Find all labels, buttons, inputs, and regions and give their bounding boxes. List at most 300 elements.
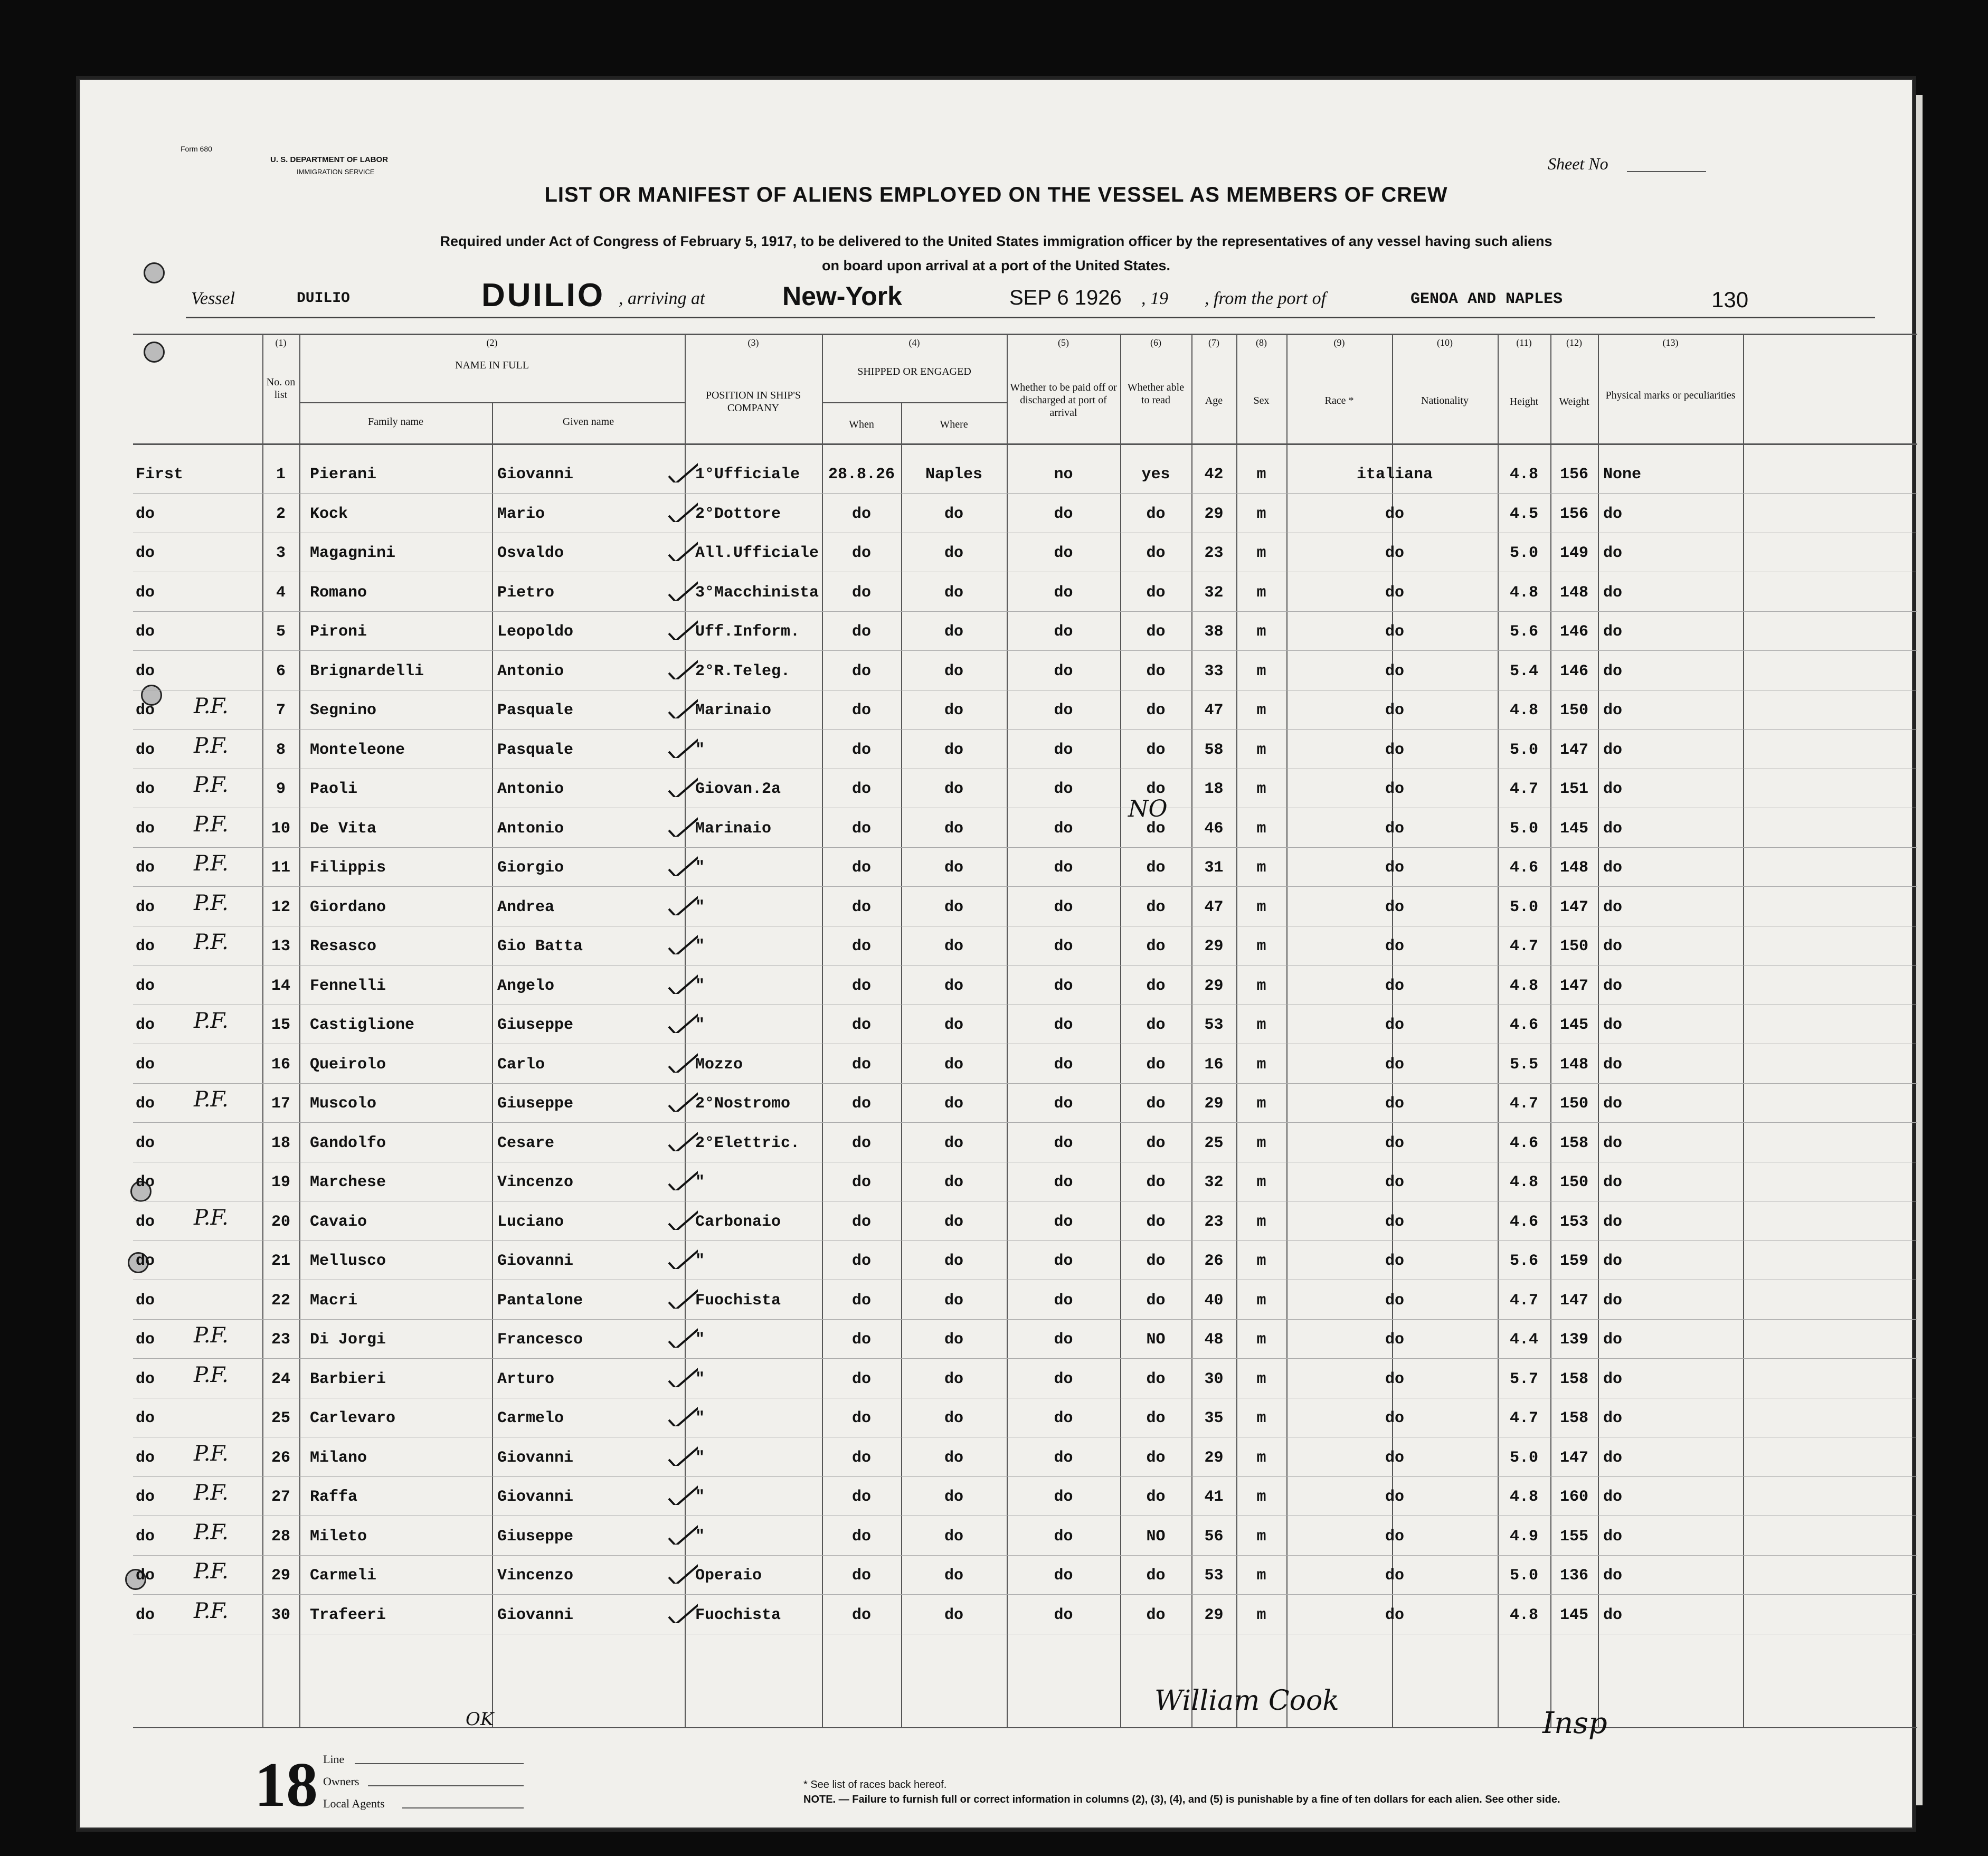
class-cell: do <box>136 1488 155 1506</box>
shipped-when-cell: do <box>851 1173 871 1191</box>
sex-cell: m <box>1256 544 1266 562</box>
row-number-cell: 6 <box>276 662 286 680</box>
physical-marks-cell: do <box>1603 819 1623 838</box>
position-cell: All.Ufficiale <box>695 544 819 562</box>
vessel-name: DUILIO <box>481 277 605 314</box>
check-mark-icon <box>666 1563 698 1584</box>
physical-marks-cell: do <box>1603 702 1623 719</box>
paid-off-cell: do <box>1054 741 1073 759</box>
shipped-where-cell: do <box>944 505 963 523</box>
row-rule <box>133 1555 1917 1556</box>
class-cell: do <box>136 1567 155 1585</box>
age-cell: 31 <box>1204 859 1224 877</box>
age-cell: 56 <box>1204 1527 1224 1546</box>
row-number-cell: 21 <box>271 1252 290 1270</box>
given-name-cell: Andrea <box>497 898 555 916</box>
sex-cell: m <box>1256 1055 1266 1074</box>
row-number-cell: 26 <box>271 1448 290 1467</box>
family-name-cell: Queirolo <box>310 1055 386 1074</box>
physical-marks-cell: None <box>1603 466 1642 484</box>
position-cell: Giovan.2a <box>695 780 781 798</box>
physical-marks-cell: do <box>1603 505 1623 523</box>
pf-annotation: P.F. <box>194 1598 229 1623</box>
paid-off-cell: do <box>1054 505 1073 523</box>
row-number-cell: 16 <box>271 1055 290 1074</box>
class-cell: do <box>136 1291 155 1310</box>
weight-cell: 159 <box>1559 1252 1588 1270</box>
position-cell: 2°Dottore <box>695 505 781 523</box>
able-to-read-cell: do <box>1146 1370 1166 1388</box>
class-cell: do <box>136 898 155 916</box>
height-cell: 4.8 <box>1509 466 1538 484</box>
sex-cell: m <box>1256 1331 1266 1349</box>
row-number-cell: 1 <box>276 466 286 484</box>
check-mark-icon <box>666 1602 698 1623</box>
height-cell: 5.0 <box>1509 1448 1538 1467</box>
row-rule <box>133 611 1917 612</box>
shipped-where-cell: do <box>944 819 963 838</box>
pf-annotation: P.F. <box>194 1559 229 1584</box>
race-cell: do <box>1385 819 1404 838</box>
family-name-cell: Trafeeri <box>310 1606 386 1624</box>
paid-off-cell: do <box>1054 1095 1073 1113</box>
year-label: , 19 <box>1141 289 1168 308</box>
position-cell: Marinaio <box>695 819 772 838</box>
page-number: 130 <box>1711 287 1749 312</box>
row-number-cell: 30 <box>271 1606 290 1624</box>
weight-cell: 150 <box>1559 938 1588 955</box>
shipped-where-cell: do <box>944 583 963 602</box>
physical-marks-cell: do <box>1603 662 1623 680</box>
position-cell: 2°Elettric. <box>695 1134 800 1152</box>
family-name-cell: Mileto <box>310 1527 367 1546</box>
col11-number: (11) <box>1516 337 1532 348</box>
position-cell: 2°R.Teleg. <box>695 662 791 680</box>
col7-header: Age <box>1205 395 1223 406</box>
shipped-when-cell: do <box>851 741 871 759</box>
able-to-read-cell: do <box>1146 1213 1166 1231</box>
table-header-bottom-rule <box>133 443 1917 445</box>
col13-header: Physical marks or peculiarities <box>1605 390 1736 401</box>
col9-header: Race * <box>1324 395 1354 406</box>
physical-marks-cell: do <box>1603 583 1623 602</box>
position-cell: 1°Ufficiale <box>695 466 800 484</box>
weight-cell: 147 <box>1559 1448 1588 1467</box>
shipped-when-cell: do <box>851 1409 871 1427</box>
paid-off-cell: do <box>1054 1488 1073 1506</box>
family-name-cell: Segnino <box>310 702 377 719</box>
position-cell: 3°Macchinista <box>695 583 819 602</box>
check-mark-icon <box>666 619 698 640</box>
shipped-where-cell: do <box>944 938 963 955</box>
race-cell: do <box>1385 1567 1404 1585</box>
race-cell: do <box>1385 1448 1404 1467</box>
col7-number: (7) <box>1208 337 1219 348</box>
paid-off-cell: do <box>1054 1252 1073 1270</box>
row-number-cell: 10 <box>271 819 290 838</box>
position-cell: Uff.Inform. <box>695 623 800 641</box>
paid-off-cell: do <box>1054 898 1073 916</box>
age-cell: 29 <box>1204 1606 1224 1624</box>
paid-off-cell: do <box>1054 1606 1073 1624</box>
paid-off-cell: do <box>1054 702 1073 719</box>
age-cell: 29 <box>1204 1448 1224 1467</box>
form-subtitle-1: Required under Act of Congress of February 5, 1917, to be delivered to the United States immigration officer by the representatives of any vessel having such aliens <box>440 233 1552 249</box>
family-name-cell: Carlevaro <box>310 1409 396 1427</box>
family-name-cell: Romano <box>310 583 367 602</box>
row-number-cell: 23 <box>271 1331 290 1349</box>
row-rule <box>133 729 1917 730</box>
pf-annotation: P.F. <box>194 1362 229 1387</box>
arrival-port: New-York <box>782 281 902 311</box>
given-name-cell: Giovanni <box>497 466 574 484</box>
given-name-cell: Giorgio <box>497 859 564 877</box>
able-to-read-cell: NO <box>1146 1331 1166 1349</box>
col2b-header: Given name <box>562 416 614 428</box>
check-mark-icon <box>666 1169 698 1190</box>
family-name-cell: Di Jorgi <box>310 1331 386 1349</box>
sex-cell: m <box>1256 466 1266 484</box>
pf-annotation: P.F. <box>194 1520 229 1545</box>
paid-off-cell: do <box>1054 1134 1073 1152</box>
family-name-cell: Mellusco <box>310 1252 386 1270</box>
age-cell: 47 <box>1204 898 1224 916</box>
weight-cell: 158 <box>1559 1409 1588 1427</box>
height-cell: 4.8 <box>1509 1173 1538 1191</box>
shipped-when-cell: do <box>851 977 871 995</box>
able-to-read-cell: do <box>1146 819 1166 838</box>
sex-cell: m <box>1256 1567 1266 1585</box>
given-name-cell: Leopoldo <box>497 623 574 641</box>
family-name-cell: De Vita <box>310 819 377 838</box>
pf-annotation: P.F. <box>194 851 229 876</box>
sex-cell: m <box>1256 859 1266 877</box>
row-number-cell: 25 <box>271 1409 290 1427</box>
sex-cell: m <box>1256 938 1266 955</box>
family-name-cell: Pierani <box>310 466 377 484</box>
paid-off-cell: do <box>1054 1173 1073 1191</box>
punch-hole <box>144 342 165 363</box>
able-to-read-cell: do <box>1146 1448 1166 1467</box>
paid-off-cell: do <box>1054 1055 1073 1074</box>
row-rule <box>133 847 1917 848</box>
physical-marks-cell: do <box>1603 1095 1623 1113</box>
race-cell: do <box>1385 1606 1404 1624</box>
weight-cell: 148 <box>1559 583 1588 602</box>
form-subtitle-2: on board upon arrival at a port of the United States. <box>821 258 1171 273</box>
sex-cell: m <box>1256 1291 1266 1310</box>
pf-annotation: P.F. <box>194 1087 229 1112</box>
paid-off-cell: do <box>1054 1331 1073 1349</box>
age-cell: 32 <box>1204 583 1224 602</box>
age-cell: 48 <box>1204 1331 1224 1349</box>
race-cell: do <box>1385 1409 1404 1427</box>
weight-cell: 150 <box>1559 1173 1588 1191</box>
sheet-no-line <box>1627 171 1706 172</box>
weight-cell: 156 <box>1559 466 1588 484</box>
shipped-when-cell: do <box>851 702 871 719</box>
family-name-cell: Muscolo <box>310 1095 377 1113</box>
shipped-where-cell: do <box>944 1173 963 1191</box>
height-cell: 5.6 <box>1509 1252 1538 1270</box>
race-cell: do <box>1385 898 1404 916</box>
able-to-read-cell: do <box>1146 1134 1166 1152</box>
position-cell: " <box>695 1488 705 1506</box>
family-name-cell: Giordano <box>310 898 386 916</box>
sex-cell: m <box>1256 977 1266 995</box>
class-cell: do <box>136 1370 155 1388</box>
able-to-read-cell: NO <box>1146 1527 1166 1546</box>
shipped-where-cell: do <box>944 1606 963 1624</box>
department-name: U. S. DEPARTMENT OF LABOR <box>270 155 389 164</box>
paid-off-cell: do <box>1054 583 1073 602</box>
race-cell: do <box>1385 1213 1404 1231</box>
given-name-cell: Vincenzo <box>497 1173 574 1191</box>
paid-off-cell: do <box>1054 1448 1073 1467</box>
able-to-read-cell: do <box>1146 859 1166 877</box>
row-rule <box>133 650 1917 651</box>
weight-cell: 145 <box>1559 819 1588 838</box>
owners-label: Owners <box>323 1775 359 1788</box>
col-divider <box>492 402 493 1727</box>
shipped-when-cell: do <box>851 1606 871 1624</box>
shipped-where-cell: do <box>944 544 963 562</box>
race-cell: do <box>1385 702 1404 719</box>
family-name-cell: Macri <box>310 1291 358 1310</box>
race-cell: do <box>1385 1016 1404 1034</box>
family-name-cell: Carmeli <box>310 1567 377 1585</box>
physical-marks-cell: do <box>1603 1252 1623 1270</box>
position-cell: " <box>695 1527 705 1546</box>
check-mark-icon <box>666 1052 698 1073</box>
given-name-cell: Gio Batta <box>497 938 583 955</box>
col5-header: Whether to be paid off or discharged at port of arrival <box>1010 382 1117 419</box>
row-rule <box>133 493 1917 494</box>
weight-cell: 155 <box>1559 1527 1588 1546</box>
class-cell: do <box>136 741 155 759</box>
family-name-cell: Milano <box>310 1448 367 1467</box>
sex-cell: m <box>1256 1016 1266 1034</box>
shipped-where-cell: do <box>944 1291 963 1310</box>
shipped-where-cell: do <box>944 1331 963 1349</box>
family-name-cell: Raffa <box>310 1488 358 1506</box>
row-number-cell: 24 <box>271 1370 290 1388</box>
able-to-read-cell: do <box>1146 505 1166 523</box>
position-cell: " <box>695 898 705 916</box>
class-cell: do <box>136 1606 155 1624</box>
row-number-cell: 5 <box>276 623 286 641</box>
height-cell: 4.8 <box>1509 1488 1538 1506</box>
age-cell: 23 <box>1204 544 1224 562</box>
weight-cell: 147 <box>1559 741 1588 759</box>
class-cell: do <box>136 1252 155 1270</box>
shipped-when-cell: do <box>851 1448 871 1467</box>
physical-marks-cell: do <box>1603 1488 1623 1506</box>
class-cell: do <box>136 1095 155 1113</box>
col3-header: POSITION IN SHIP'S COMPANY <box>705 390 801 414</box>
family-name-cell: Gandolfo <box>310 1134 386 1152</box>
check-mark-icon <box>666 1248 698 1269</box>
height-cell: 5.7 <box>1509 1370 1538 1388</box>
physical-marks-cell: do <box>1603 898 1623 916</box>
shipped-where-cell: do <box>944 898 963 916</box>
sex-cell: m <box>1256 1213 1266 1231</box>
shipped-where-cell: do <box>944 702 963 719</box>
race-cell: do <box>1385 662 1404 680</box>
class-cell: do <box>136 1448 155 1467</box>
age-cell: 18 <box>1204 780 1224 798</box>
race-cell: do <box>1385 1527 1404 1546</box>
given-name-cell: Antonio <box>497 819 564 838</box>
age-cell: 29 <box>1204 938 1224 955</box>
check-mark-icon <box>666 973 698 994</box>
height-cell: 4.8 <box>1509 583 1538 602</box>
sex-cell: m <box>1256 1488 1266 1506</box>
check-mark-icon <box>666 933 698 954</box>
row-number-cell: 19 <box>271 1173 290 1191</box>
class-cell: do <box>136 859 155 877</box>
sex-cell: m <box>1256 1173 1266 1191</box>
age-cell: 29 <box>1204 977 1224 995</box>
shipped-where-cell: do <box>944 1055 963 1074</box>
col4-number: (4) <box>908 337 920 348</box>
pf-annotation: P.F. <box>194 733 229 758</box>
class-cell: do <box>136 544 155 562</box>
col6-number: (6) <box>1150 337 1161 348</box>
shipped-where-cell: do <box>944 977 963 995</box>
sex-cell: m <box>1256 662 1266 680</box>
shipped-where-cell: do <box>944 1488 963 1506</box>
row-number-cell: 2 <box>276 505 286 523</box>
footnote-races: * See list of races back hereof. <box>803 1779 947 1791</box>
position-cell: " <box>695 1448 705 1467</box>
class-cell: First <box>136 466 184 484</box>
race-cell: do <box>1385 1134 1404 1152</box>
shipped-where-cell: do <box>944 623 963 641</box>
read-annotation: NO <box>1128 796 1168 822</box>
height-cell: 4.5 <box>1509 505 1538 523</box>
height-cell: 5.0 <box>1509 898 1538 916</box>
shipped-when-cell: do <box>851 1488 871 1506</box>
row-number-cell: 7 <box>276 702 286 719</box>
family-name-cell: Fennelli <box>310 977 386 995</box>
owners-field <box>368 1785 524 1786</box>
shipped-when-cell: do <box>851 662 871 680</box>
row-number-cell: 14 <box>271 977 290 995</box>
table-bottom-rule <box>133 1727 1917 1728</box>
weight-cell: 148 <box>1559 1055 1588 1074</box>
line-field <box>355 1763 524 1764</box>
age-cell: 32 <box>1204 1173 1224 1191</box>
family-name-cell: Paoli <box>310 780 358 798</box>
family-name-cell: Marchese <box>310 1173 386 1191</box>
weight-cell: 158 <box>1559 1134 1588 1152</box>
given-name-cell: Luciano <box>497 1213 564 1231</box>
age-cell: 25 <box>1204 1134 1224 1152</box>
shipped-where-cell: do <box>944 1527 963 1546</box>
height-cell: 5.4 <box>1509 662 1538 680</box>
name-subrule <box>299 402 685 403</box>
given-name-cell: Mario <box>497 505 545 523</box>
shipped-where-cell: do <box>944 1016 963 1034</box>
shipped-when-cell: do <box>851 898 871 916</box>
height-cell: 4.7 <box>1509 1291 1538 1310</box>
class-cell: do <box>136 1331 155 1349</box>
pf-annotation: P.F. <box>194 694 229 718</box>
age-cell: 23 <box>1204 1213 1224 1231</box>
class-cell: do <box>136 623 155 641</box>
check-mark-icon <box>666 540 698 561</box>
shipped-when-cell: do <box>851 1055 871 1074</box>
given-name-cell: Giovanni <box>497 1606 574 1624</box>
shipped-where-cell: do <box>944 1134 963 1152</box>
family-name-cell: Kock <box>310 505 348 523</box>
check-mark-icon <box>666 461 698 482</box>
height-cell: 4.6 <box>1509 1213 1538 1231</box>
line-number-big: 18 <box>254 1749 318 1820</box>
form-number: Form 680 <box>181 145 212 153</box>
shipped-when-cell: do <box>851 780 871 798</box>
col10-number: (10) <box>1437 337 1453 348</box>
paid-off-cell: do <box>1054 859 1073 877</box>
able-to-read-cell: do <box>1146 1055 1166 1074</box>
given-name-cell: Carlo <box>497 1055 545 1074</box>
check-mark-icon <box>666 1523 698 1545</box>
col8-header: Sex <box>1253 395 1270 406</box>
position-cell: " <box>695 859 705 877</box>
shipped-when-cell: do <box>851 1095 871 1113</box>
weight-cell: 139 <box>1559 1331 1588 1349</box>
given-name-cell: Giuseppe <box>497 1095 574 1113</box>
paid-off-cell: do <box>1054 977 1073 995</box>
row-rule <box>133 886 1917 887</box>
age-cell: 35 <box>1204 1409 1224 1427</box>
date-stamp: SEP 6 1926 <box>1009 286 1122 309</box>
race-cell: do <box>1385 1173 1404 1191</box>
height-cell: 5.6 <box>1509 623 1538 641</box>
paid-off-cell: do <box>1054 1527 1073 1546</box>
inspector-title-signature: Insp <box>1542 1706 1607 1740</box>
physical-marks-cell: do <box>1603 780 1623 798</box>
shipped-when-cell: do <box>851 1213 871 1231</box>
able-to-read-cell: do <box>1146 623 1166 641</box>
position-cell: " <box>695 977 705 995</box>
position-cell: " <box>695 1409 705 1427</box>
pf-annotation: P.F. <box>194 1009 229 1033</box>
sex-cell: m <box>1256 505 1266 523</box>
class-cell: do <box>136 1409 155 1427</box>
height-cell: 4.7 <box>1509 1409 1538 1427</box>
sex-cell: m <box>1256 623 1266 641</box>
given-name-cell: Antonio <box>497 780 564 798</box>
shipped-where-cell: do <box>944 1567 963 1585</box>
able-to-read-cell: do <box>1146 780 1166 798</box>
age-cell: 33 <box>1204 662 1224 680</box>
col9-number: (9) <box>1333 337 1345 348</box>
family-name-cell: Cavaio <box>310 1213 367 1231</box>
age-cell: 29 <box>1204 1095 1224 1113</box>
physical-marks-cell: do <box>1603 1134 1623 1152</box>
able-to-read-cell: do <box>1146 938 1166 955</box>
shipped-when-cell: do <box>851 1527 871 1546</box>
pf-annotation: P.F. <box>194 773 229 797</box>
race-cell: do <box>1385 938 1404 955</box>
weight-cell: 136 <box>1559 1567 1588 1585</box>
given-name-cell: Pietro <box>497 583 555 602</box>
sex-cell: m <box>1256 1095 1266 1113</box>
race-cell: do <box>1385 977 1404 995</box>
race-cell: do <box>1385 623 1404 641</box>
